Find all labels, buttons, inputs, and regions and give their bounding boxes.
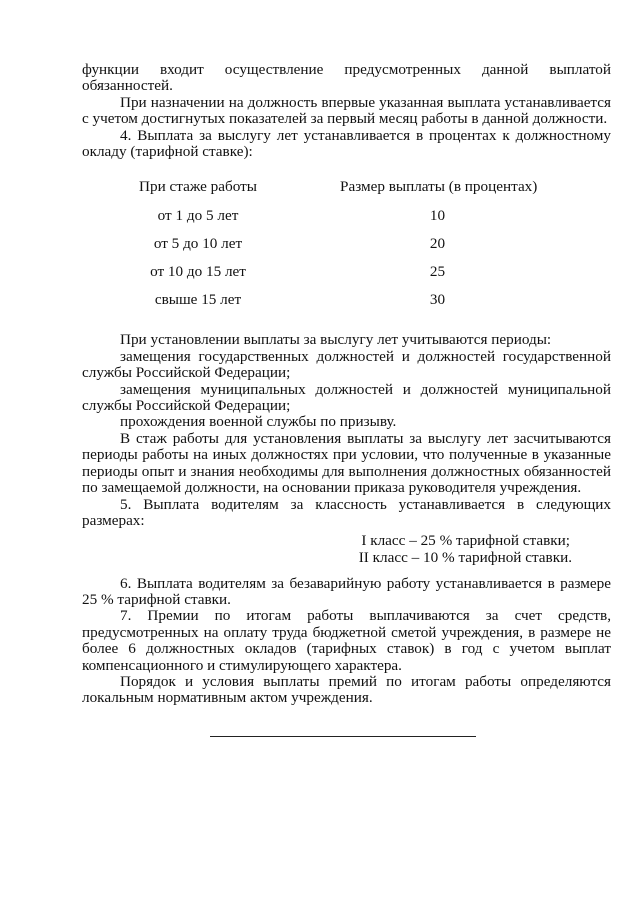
driver-class-list: [82, 533, 611, 566]
paragraph-military-service: прохождения военной службы по призыву.: [120, 413, 397, 431]
table-cell-percent: 25: [429, 263, 446, 281]
table-cell-percent: 30: [429, 291, 446, 309]
table-cell-period: от 10 до 15 лет: [150, 263, 246, 281]
paragraph-item-7-bonuses: 7. Премии по итогам работы выплачиваются за счет средств, предусмотренных на оплату труда бюджетной сметой учреждения, в размере не более 6 должностных окладов (тарифных ставок) в год с учетом выплат компенсационного и стимулирующего характера.: [82, 607, 611, 674]
closing-divider-line: [210, 736, 476, 737]
paragraph-first-appointment: При назначении на должность впервые указанная выплата устанавливается с учетом достигнутых показателей за первый месяц работы в данной должности.: [82, 93, 611, 128]
document-body: [82, 62, 611, 707]
table-cell-percent: 10: [429, 207, 446, 225]
table-cell-period: от 1 до 5 лет: [157, 207, 239, 225]
table-header-experience: При стаже работы: [139, 178, 257, 196]
paragraph-state-service: замещения государственных должностей и должностей государственной службы Российской Федерации;: [82, 347, 611, 382]
driver-class-item: II класс – 10 % тарифной ставки.: [358, 548, 572, 566]
table-header-percent: Размер выплаты (в процентах): [340, 178, 538, 196]
paragraph-item-6-accident-free: 6. Выплата водителям за безаварийную работу устанавливается в размере 25 % тарифной ставки.: [82, 574, 611, 608]
paragraph-periods-intro: При установлении выплаты за выслугу лет учитываются периоды:: [120, 331, 552, 349]
paragraph-bonus-procedure: Порядок и условия выплаты премий по итогам работы определяются локальным нормативным актом учреждения.: [82, 672, 611, 707]
seniority-table: [82, 179, 611, 329]
paragraph-municipal-service: замещения муниципальных должностей и должностей муниципальной службы Российской Федерации;: [82, 380, 611, 415]
paragraph-continued-functions: функции входит осуществление предусмотренных данной выплатой обязанностей.: [82, 61, 611, 95]
table-cell-period: свыше 15 лет: [154, 291, 242, 309]
driver-class-item: I класс – 25 % тарифной ставки;: [361, 532, 570, 550]
paragraph-item-4-seniority: 4. Выплата за выслугу лет устанавливается в процентах к должностному окладу (тарифной ставке):: [82, 126, 611, 161]
paragraph-other-positions: В стаж работы для установления выплаты за выслугу лет засчитываются периоды работы на иных должностях при условии, что полученные в указанные периоды опыт и знания необходимы для выполнения должностных обязанностей по замещаемой должности, на основании приказа руководителя учреждения.: [82, 429, 611, 497]
table-cell-period: от 5 до 10 лет: [153, 235, 243, 253]
paragraph-item-5-drivers-class: 5. Выплата водителям за классность устанавливается в следующих размерах:: [82, 495, 611, 529]
table-cell-percent: 20: [429, 235, 446, 253]
